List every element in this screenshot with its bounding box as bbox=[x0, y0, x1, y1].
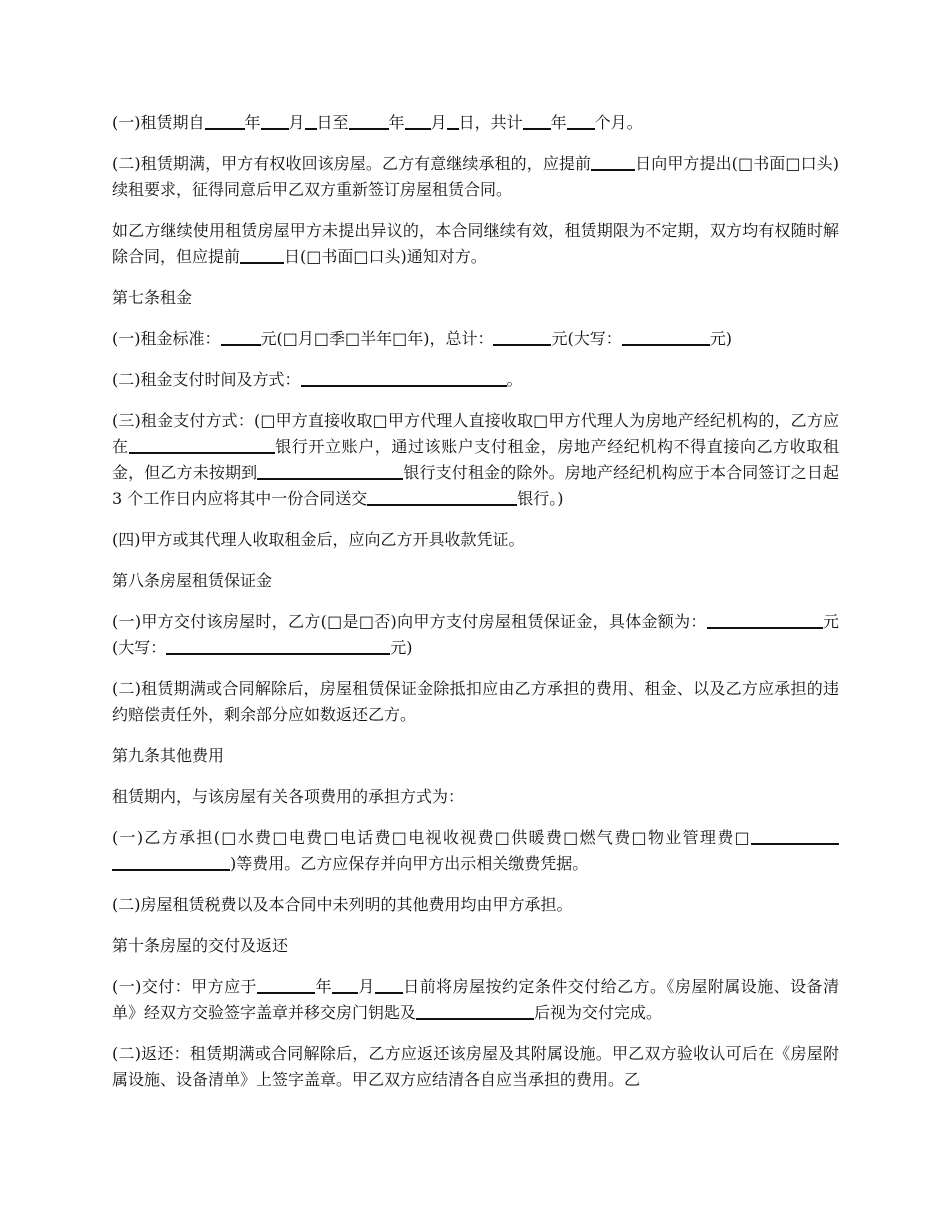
rent-receipt-paragraph: (四)甲方或其代理人收取租金后，应向乙方开具收款凭证。 bbox=[112, 530, 525, 549]
blank-handover-items[interactable] bbox=[416, 1000, 534, 1020]
blank-end-month[interactable] bbox=[405, 110, 431, 130]
rent-payment-time-paragraph: (二)租金支付时间及方式： 。 bbox=[112, 367, 839, 393]
blank-rent-amount[interactable] bbox=[221, 326, 261, 346]
rent-payment-method-paragraph: (三)租金支付方式：(□甲方直接收取□甲方代理人直接收取□甲方代理人为房地产经纪机构的，乙方应在 银行开立账户，通过该账户支付租金，房地产经纪机构不得直接向乙方收取租金，但乙方未按期到 银行支付租金的除外。房地产经纪机构应于本合同签订之日起 3 个工作日内应将其中一份合同送交 银行。) bbox=[112, 411, 839, 508]
blank-renewal-days[interactable] bbox=[591, 151, 635, 171]
fees-intro-paragraph: 租赁期内，与该房屋有关各项费用的承担方式为： bbox=[112, 787, 465, 806]
blank-total-years[interactable] bbox=[523, 110, 551, 130]
blank-deposit-amount-2[interactable] bbox=[765, 609, 823, 629]
blank-other-fee-2[interactable] bbox=[112, 851, 230, 871]
blank-bank-payment[interactable] bbox=[257, 460, 403, 480]
landlord-fees-paragraph: (二)房屋租赁税费以及本合同中未列明的其他费用均由甲方承担。 bbox=[112, 895, 573, 914]
blank-total-months[interactable] bbox=[567, 110, 595, 130]
blank-rent-total-words[interactable] bbox=[622, 326, 710, 346]
blank-payment-time[interactable] bbox=[301, 367, 507, 387]
blank-handover-day[interactable] bbox=[375, 974, 403, 994]
blank-end-year[interactable] bbox=[349, 110, 389, 130]
blank-start-month[interactable] bbox=[261, 110, 289, 130]
handover-paragraph: (一)交付：甲方应于 年 月 日前将房屋按约定条件交付给乙方。《房屋附属设施、设备清单》经双方交验签字盖章并移交房门钥匙及 后视为交付完成。 bbox=[112, 974, 839, 1026]
deposit-return-paragraph: (二)租赁期满或合同解除后，房屋租赁保证金除抵扣应由乙方承担的费用、租金、以及乙方应承担的违约赔偿责任外，剩余部分应如数返还乙方。 bbox=[112, 679, 839, 724]
blank-bank-account[interactable] bbox=[129, 434, 275, 454]
indefinite-term-paragraph: 如乙方继续使用租赁房屋甲方未提出异议的，本合同继续有效，租赁期限为不定期，双方均有权随时解除合同，但应提前 日(□书面□口头)通知对方。 bbox=[112, 221, 839, 266]
clause-7-title: 第七条租金 bbox=[112, 288, 193, 307]
tenant-fees-paragraph: (一)乙方承担(□水费□电费□电话费□电视收视费□供暖费□燃气费□物业管理费□)等费用。乙方应保存并向甲方出示相关缴费凭据。 bbox=[112, 825, 839, 877]
renewal-paragraph: (二)租赁期满，甲方有权收回该房屋。乙方有意继续承租的，应提前 日向甲方提出(□书面□口头)续租要求，征得同意后甲乙双方重新签订房屋租赁合同。 bbox=[112, 151, 839, 203]
clause-8-title: 第八条房屋租赁保证金 bbox=[112, 571, 273, 590]
clause-10-title: 第十条房屋的交付及返还 bbox=[112, 936, 289, 955]
blank-start-day[interactable] bbox=[305, 110, 317, 130]
blank-deposit-words[interactable] bbox=[166, 635, 390, 655]
blank-end-day[interactable] bbox=[447, 110, 459, 130]
blank-rent-total[interactable] bbox=[493, 326, 551, 346]
return-paragraph: (二)返还：租赁期满或合同解除后，乙方应返还该房屋及其附属设施。甲乙双方验收认可后在《房屋附属设施、设备清单》上签字盖章。甲乙双方应结清各自应当承担的费用。乙 bbox=[112, 1044, 839, 1089]
rent-standard-paragraph: (一)租金标准： 元(□月□季□半年□年)，总计： 元(大写： 元) bbox=[112, 326, 839, 352]
blank-handover-year[interactable] bbox=[257, 974, 315, 994]
contract-page bbox=[112, 110, 839, 1108]
lease-term-paragraph: (一)租赁期自 年 月 日至 年 月 日，共计 年 个月。 bbox=[112, 110, 839, 136]
blank-bank-delivery[interactable] bbox=[367, 486, 517, 506]
blank-notice-days[interactable] bbox=[240, 244, 284, 264]
blank-deposit-amount-1[interactable] bbox=[707, 609, 765, 629]
blank-handover-month[interactable] bbox=[332, 974, 358, 994]
blank-other-fee-1[interactable] bbox=[751, 825, 839, 845]
deposit-amount-paragraph: (一)甲方交付该房屋时，乙方(□是□否)向甲方支付房屋租赁保证金，具体金额为： 元(大写： 元) bbox=[112, 609, 839, 661]
clause-9-title: 第九条其他费用 bbox=[112, 746, 225, 765]
blank-start-year[interactable] bbox=[205, 110, 245, 130]
